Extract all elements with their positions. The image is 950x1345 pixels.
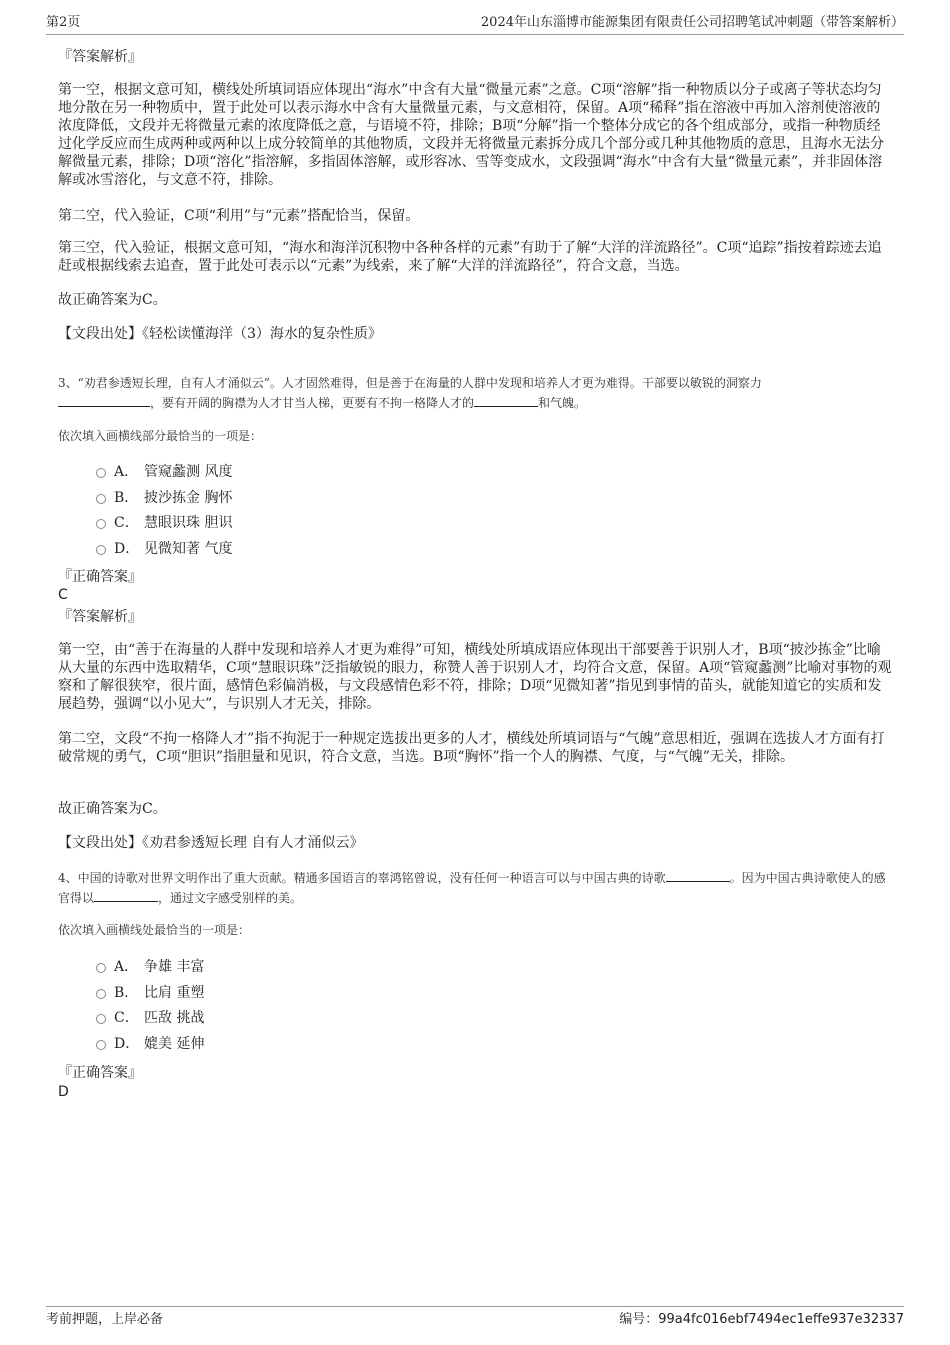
option-text: 匹敌 挑战 bbox=[144, 1010, 205, 1026]
radio-icon[interactable] bbox=[96, 468, 106, 478]
option-letter: A． bbox=[114, 959, 139, 975]
q3-analysis-label: 『答案解析』 bbox=[58, 609, 142, 625]
radio-icon[interactable] bbox=[96, 519, 106, 529]
option-text: 慧眼识珠 胆识 bbox=[144, 515, 233, 531]
q3-analysis-p1: 第一空，由“善于在海量的人群中发现和培养人才更为难得”可知，横线处所填成语应体现出干部要善于识别人才，B项“披沙拣金”比喻从大量的东西中选取精华，C项“慧眼识珠”泛指敏锐的眼力，称赞人善于识别人才，均符合文意，保留。A项“管窥蠡测”比喻对事物的观察和了解很狭窄，很片面，感情色彩偏消极，与文段感情色彩不符，排除；D项“见微知著”指见到事情的苗头，就能知道它的实质和发展趋势，强调“以小见大”，与识别人才无关，排除。 bbox=[58, 642, 892, 712]
q4-stem-part-3: ，通过文字感受别样的美。 bbox=[158, 891, 303, 905]
q3-conclusion: 故正确答案为C。 bbox=[58, 801, 167, 817]
q3-blank-1 bbox=[58, 394, 150, 407]
page-number: 第2页 bbox=[46, 15, 81, 30]
q3-correct-answer: C bbox=[58, 587, 68, 603]
q3-stem-part-1: 3、“劝君参透短长理，自有人才涌似云”。人才固然难得，但是善于在海量的人群中发现和培养人才更为难得。干部要以敏锐的洞察力 bbox=[58, 376, 762, 390]
q2-analysis-label: 『答案解析』 bbox=[58, 49, 142, 65]
q3-correct-label: 『正确答案』 bbox=[58, 569, 142, 585]
page-header bbox=[46, 14, 904, 35]
q4-blank-1 bbox=[666, 869, 730, 882]
q4-prompt: 依次填入画横线处最恰当的一项是： bbox=[58, 923, 251, 937]
option-text: 见微知著 气度 bbox=[144, 540, 233, 557]
q4-stem-part-2: 。因为中国古典诗歌使人的感官得以 bbox=[58, 871, 886, 905]
q3-prompt: 依次填入画横线部分最恰当的一项是： bbox=[58, 429, 263, 443]
q4-correct-label: 『正确答案』 bbox=[58, 1065, 142, 1081]
radio-icon[interactable] bbox=[96, 545, 106, 555]
q3-analysis-p2: 第二空，文段“不拘一格降人才”指不拘泥于一种规定选拔出更多的人才，横线处所填词语与“气魄”意思相近，强调在选拔人才方面有打破常规的勇气，C项“胆识”指胆量和见识，符合文意，当选。B项“胸怀”指一个人的胸襟、气度，与“气魄”无关，排除。 bbox=[58, 731, 885, 765]
option-letter: D． bbox=[114, 540, 140, 557]
option-text: 争雄 丰富 bbox=[144, 959, 205, 975]
footer-slogan: 考前押题，上岸必备 bbox=[46, 1312, 164, 1327]
q3-source: 【文段出处】《劝君参透短长理 自有人才涌似云》 bbox=[58, 835, 364, 851]
option-letter: C． bbox=[114, 515, 139, 531]
option-text: 媲美 延伸 bbox=[144, 1035, 205, 1052]
q2-conclusion: 故正确答案为C。 bbox=[58, 292, 167, 308]
page-footer bbox=[46, 1306, 904, 1333]
option-letter: C． bbox=[114, 1010, 139, 1026]
radio-icon[interactable] bbox=[96, 989, 106, 999]
q4-correct-answer: D bbox=[58, 1084, 69, 1100]
option-text: 披沙拣金 胸怀 bbox=[144, 489, 233, 506]
q2-source: 【文段出处】《轻松读懂海洋（3）海水的复杂性质》 bbox=[58, 326, 382, 342]
radio-icon[interactable] bbox=[96, 1040, 106, 1050]
q3-stem-part-3: 和气魄。 bbox=[538, 396, 587, 410]
serial-number bbox=[619, 1311, 904, 1329]
q2-analysis-p3: 第三空，代入验证，根据文意可知，“海水和海洋沉积物中各种各样的元素”有助于了解“大洋的洋流路径”。C项“追踪”指按着踪迹去追赶或根据线索去追查，置于此处可表示以“元素”为线索，来了解“大洋的洋流路径”，符合文意，当选。 bbox=[58, 240, 882, 274]
q4-stem bbox=[58, 868, 894, 908]
q3-blank-2 bbox=[474, 394, 538, 407]
radio-icon[interactable] bbox=[96, 963, 106, 973]
serial-label: 编号： bbox=[619, 1312, 659, 1327]
radio-icon[interactable] bbox=[96, 1014, 106, 1024]
q3-stem bbox=[58, 373, 894, 413]
option-letter: A． bbox=[114, 464, 139, 480]
document-title: 2024年山东淄博市能源集团有限责任公司招聘笔试冲刺题（带答案解析） bbox=[480, 15, 904, 30]
q4-blank-2 bbox=[94, 889, 158, 902]
serial-value: 99a4fc016ebf7494ec1effe937e32337 bbox=[658, 1312, 904, 1327]
radio-icon[interactable] bbox=[96, 494, 106, 504]
q2-analysis-p2: 第二空，代入验证，C项“利用”与“元素”搭配恰当，保留。 bbox=[58, 208, 420, 224]
q3-stem-part-2: ，要有开阔的胸襟为人才甘当人梯，更要有不拘一格降人才的 bbox=[150, 396, 475, 410]
option-text: 比肩 重塑 bbox=[144, 984, 205, 1001]
q4-stem-part-1: 4、中国的诗歌对世界文明作出了重大贡献。精通多国语言的辜鸿铭曾说，没有任何一种语言可以与中国古典的诗歌 bbox=[58, 871, 666, 885]
q2-analysis-p1: 第一空，根据文意可知，横线处所填词语应体现出“海水”中含有大量“微量元素”之意。C项“溶解”指一种物质以分子或离子等状态均匀地分散在另一种物质中，置于此处可以表示海水中含有大量微量元素，与文意相符，保留。A项“稀释”指在溶液中再加入溶剂使溶液的浓度降低，文段并无将微量元素的浓度降低之意，与语境不符，排除；B项“分解”指一个整体分成它的各个组成部分，或指一种物质经过化学反应而生成两种或两种以上成分较简单的其他物质，文段并无将微量元素拆分成几个部分或几种其他物质的意思，且海水无法分解微量元素，排除；D项“溶化”指溶解，多指固体溶解，或形容冰、雪等变成水，文段强调“海水”中含有大量“微量元素”，并非固体溶解或冰雪溶化，与文意不符，排除。 bbox=[58, 82, 884, 188]
option-letter: B． bbox=[114, 489, 139, 506]
option-text: 管窥蠡测 风度 bbox=[144, 464, 233, 480]
option-letter: D． bbox=[114, 1035, 140, 1052]
option-letter: B． bbox=[114, 984, 139, 1001]
